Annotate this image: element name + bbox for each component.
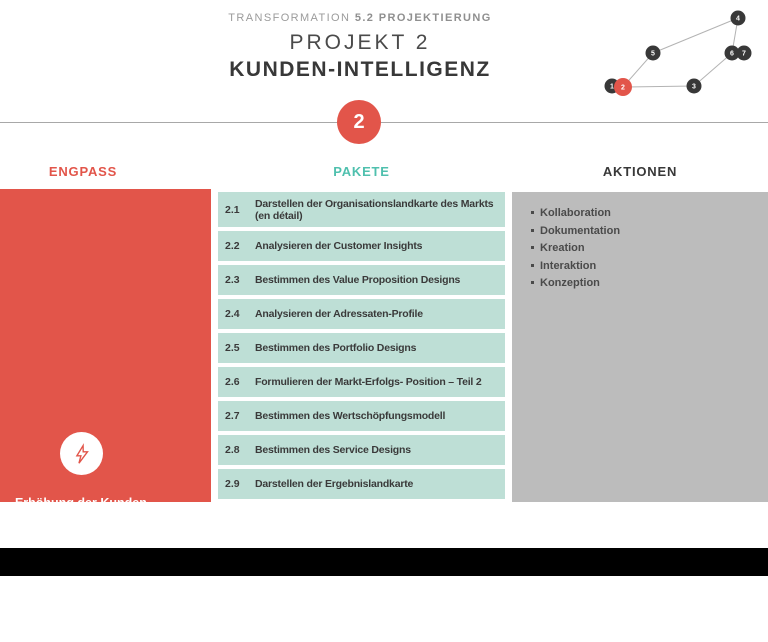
aktion-item: Dokumentation: [531, 223, 620, 241]
project-map: [594, 4, 764, 100]
pakete-number: 2.9: [225, 478, 240, 490]
pakete-row: [218, 265, 505, 295]
pakete-row: [218, 367, 505, 397]
column-header-engpass: ENGPASS: [48, 164, 118, 179]
pakete-label: Bestimmen des Portfolio Designs: [255, 342, 417, 354]
pakete-row: [218, 401, 505, 431]
phase-number: 2: [353, 110, 365, 133]
pakete-number: 2.5: [225, 342, 240, 354]
aktionen-list: [531, 205, 620, 293]
map-node-6: [725, 46, 740, 61]
pakete-number: 2.2: [225, 240, 240, 252]
letterbox-bottom-bar: [0, 548, 768, 576]
pakete-label: Darstellen der Organisationslandkarte des Markts (en détail): [255, 197, 494, 222]
engpass-panel: [0, 189, 211, 624]
pakete-row: [218, 469, 505, 499]
pakete-number: 2.8: [225, 444, 240, 456]
breadcrumb-section: TRANSFORMATION: [228, 12, 355, 24]
aktion-item: Interaktion: [531, 258, 620, 276]
goal-item: Steigern der Service-Effizienz: [20, 594, 146, 624]
pakete-label: Formulieren der Markt-Erfolgs- Position – Teil 2: [255, 376, 482, 388]
column-header-aktionen: AKTIONEN: [602, 164, 678, 179]
map-node-2-active: [614, 78, 632, 96]
pakete-label: Darstellen der Ergebnislandkarte: [255, 478, 414, 490]
svg-text:3: 3: [692, 83, 696, 91]
pakete-row: [218, 231, 505, 261]
pakete-label: Bestimmen des Value Proposition Designs: [255, 274, 461, 286]
svg-text:1: 1: [610, 83, 614, 91]
pakete-number: 2.6: [225, 376, 240, 388]
slide-header: [60, 12, 660, 82]
pakete-label: Analysieren der Customer Insights: [255, 240, 423, 252]
pakete-number: 2.3: [225, 274, 240, 286]
column-header-pakete: PAKETE: [333, 164, 390, 179]
map-node-4: [731, 11, 746, 26]
map-edges: [623, 15, 740, 87]
aktion-item: Konzeption: [531, 275, 620, 293]
svg-text:7: 7: [742, 50, 746, 58]
pakete-label: Analysieren der Adressaten-Profile: [255, 308, 423, 320]
pakete-row: [218, 192, 505, 227]
pakete-number: 2.4: [225, 308, 240, 320]
pakete-label: Bestimmen des Wertschöpfungsmodell: [255, 410, 446, 422]
breadcrumb: [60, 12, 660, 24]
svg-text:4: 4: [736, 15, 740, 23]
map-node-5: [646, 46, 661, 61]
svg-text:5: 5: [651, 50, 655, 58]
pakete-row: [218, 333, 505, 363]
phase-divider-line: [0, 122, 768, 123]
breadcrumb-chapter: 5.2 PROJEKTIERUNG: [354, 12, 492, 24]
pakete-number: 2.1: [225, 203, 240, 216]
pakete-row: [218, 435, 505, 465]
page-subtitle: KUNDEN-INTELLIGENZ: [229, 58, 491, 81]
aktionen-panel: [512, 192, 768, 502]
aktion-item: Kollaboration: [531, 205, 620, 223]
pakete-list: [218, 192, 505, 499]
svg-text:2: 2: [621, 84, 625, 92]
page-title: PROJEKT 2: [289, 31, 431, 54]
pakete-number: 2.7: [225, 410, 240, 422]
pakete-row: [218, 299, 505, 329]
svg-text:6: 6: [730, 50, 734, 58]
lightning-icon: [60, 432, 103, 475]
map-node-3: [687, 79, 702, 94]
aktion-item: Kreation: [531, 240, 620, 258]
pakete-label: Bestimmen des Service Designs: [255, 444, 411, 456]
goal-item: Erhöhung der Kunden-Orientierung: [14, 496, 152, 526]
phase-badge: [337, 100, 381, 144]
